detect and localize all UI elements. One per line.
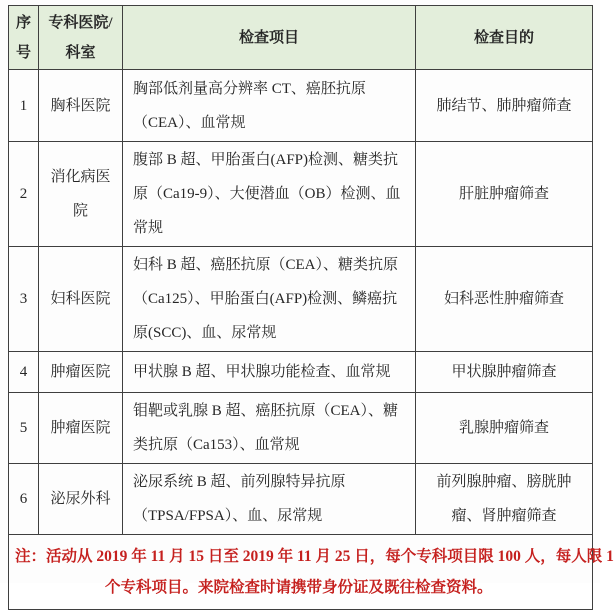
items-cell: 妇科 B 超、癌胚抗原（CEA）、糖类抗原（Ca125）、甲胎蛋白(AFP)检测、鳞癌抗原(SCC)、血、尿常规: [123, 247, 416, 352]
header-cell-hospital: 专科医院/科室: [39, 6, 123, 70]
row-number-cell: 3: [9, 247, 39, 352]
table-row: [9, 393, 593, 464]
purpose-cell: 妇科恶性肿瘤筛查: [416, 247, 593, 352]
hospital-cell: 肿瘤医院: [39, 393, 123, 464]
footnote-cell: [9, 535, 614, 610]
row-number-cell: 5: [9, 393, 39, 464]
row-number-cell: 4: [9, 352, 39, 393]
footnote-row: [9, 535, 593, 610]
hospital-cell: 肿瘤医院: [39, 352, 123, 393]
table-row: [9, 352, 593, 393]
table-row: [9, 142, 593, 247]
header-cell-purpose: 检查目的: [416, 6, 593, 70]
table-header: [9, 6, 593, 70]
header-cell-no: 序号: [9, 6, 39, 70]
table-row: [9, 70, 593, 142]
exam-schedule-table: [8, 5, 614, 610]
items-cell: 甲状腺 B 超、甲状腺功能检查、血常规: [123, 352, 416, 393]
hospital-cell: 胸科医院: [39, 70, 123, 142]
row-number-cell: 6: [9, 464, 39, 535]
row-number-cell: 1: [9, 70, 39, 142]
hospital-cell: 泌尿外科: [39, 464, 123, 535]
footnote-line-2: 个专科项目。来院检查时请携带身份证及既往检查资料。: [105, 579, 493, 596]
purpose-cell: 甲状腺肿瘤筛查: [416, 352, 593, 393]
header-row: [9, 6, 593, 70]
table-row: [9, 464, 593, 535]
hospital-cell: 妇科医院: [39, 247, 123, 352]
items-cell: 胸部低剂量高分辨率 CT、癌胚抗原（CEA）、血常规: [123, 70, 416, 142]
row-number-cell: 2: [9, 142, 39, 247]
table-row: [9, 247, 593, 352]
purpose-cell: 乳腺肿瘤筛查: [416, 393, 593, 464]
purpose-cell: 前列腺肿瘤、膀胱肿瘤、肾肿瘤筛查: [416, 464, 593, 535]
table-body: [9, 70, 614, 610]
purpose-cell: 肺结节、肺肿瘤筛查: [416, 70, 593, 142]
hospital-cell: 消化病医院: [39, 142, 123, 247]
items-cell: 钼靶或乳腺 B 超、癌胚抗原（CEA）、糖类抗原（Ca153）、血常规: [123, 393, 416, 464]
items-cell: 腹部 B 超、甲胎蛋白(AFP)检测、糖类抗原（Ca19-9）、大便潜血（OB）检测、血常规: [123, 142, 416, 247]
items-cell: 泌尿系统 B 超、前列腺特异抗原（TPSA/FPSA）、血、尿常规: [123, 464, 416, 535]
header-cell-items: 检查项目: [123, 6, 416, 70]
footnote-line-1: 注：活动从 2019 年 11 月 15 日至 2019 年 11 月 25 日，每个专科项目限 100 人，每人限 1: [15, 548, 614, 565]
purpose-cell: 肝脏肿瘤筛查: [416, 142, 593, 247]
